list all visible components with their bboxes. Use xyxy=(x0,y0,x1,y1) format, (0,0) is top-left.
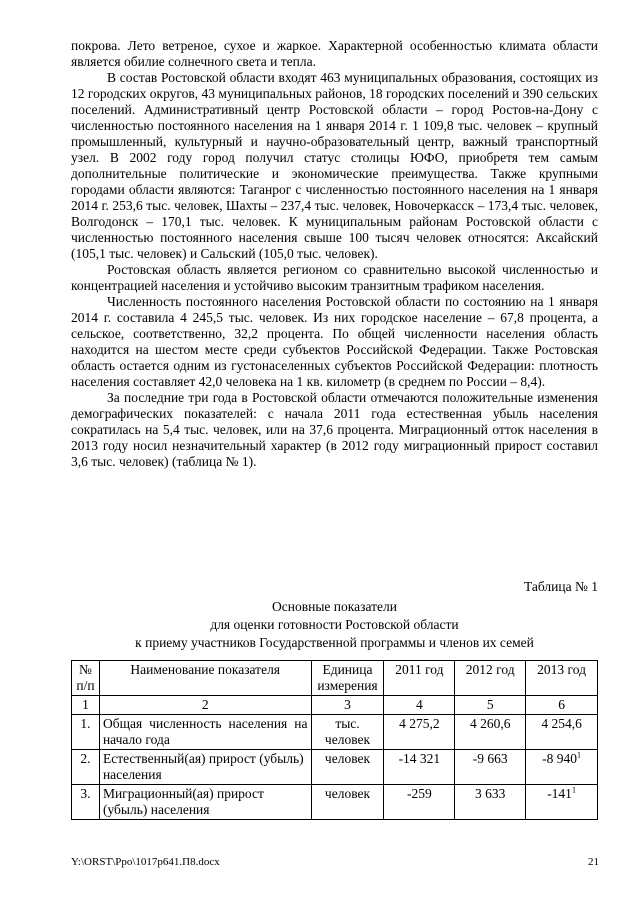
paragraph-5: За последние три года в Ростовской области отмечаются положительные изменения демографических показателей: с начала 2011 года естественная убыль населения сократилась на 5,4 тыс. человек, или на 37,6 процента. Миграционный отток населения в 2013 году носил незначительный характер (в 2012 году миграционный прирост составил 3,6 тыс. человек) (таблица № 1). xyxy=(71,390,598,469)
row-value-2013-cell xyxy=(526,750,598,785)
row-value-2012: -9 663 xyxy=(455,750,526,785)
paragraph-3: Ростовская область является регионом со сравнительно высокой численностью и концентрацией населения и устойчиво высоким транзитным трафиком населения. xyxy=(71,262,598,293)
row-name: Миграционный(ая) прирост (убыль) населения xyxy=(99,785,311,820)
row-value-2011: -259 xyxy=(384,785,455,820)
row-value-2012: 3 633 xyxy=(455,785,526,820)
caption-line-1: Основные показатели xyxy=(272,599,397,614)
paragraph-4: Численность постоянного населения Ростовской области по состоянию на 1 января 2014 г. составила 4 245,5 тыс. человек. Из них городское население – 67,8 процента, а сельское, соответственно, 32,2 процента. По общей численности населения область находится на шестом месте среди субъектов Российской Федерации. Также Ростовская область остается одним из густонаселенных субъектов Российской Федерации: плотность населения составляет 42,0 человека на 1 кв. километр (в среднем по России – 8,4). xyxy=(71,294,598,389)
row-unit: тыс. человек xyxy=(311,715,384,750)
document-body xyxy=(71,38,598,470)
caption-line-3: к приему участников Государственной программы и членов их семей xyxy=(135,635,534,650)
table-label: Таблица № 1 xyxy=(524,579,598,594)
col-number: 5 xyxy=(455,696,526,715)
col-number: 1 xyxy=(72,696,100,715)
header-num: № п/п xyxy=(72,661,100,696)
page-number: 21 xyxy=(588,856,599,868)
col-number: 2 xyxy=(99,696,311,715)
footnote-marker: 1 xyxy=(571,785,576,795)
table-row xyxy=(72,785,598,820)
paragraph-1: покрова. Лето ветреное, сухое и жаркое. Характерной особенностью климата области является обилие солнечного света и тепла. xyxy=(71,38,598,69)
table-row xyxy=(72,750,598,785)
table-caption xyxy=(71,598,598,652)
header-2011: 2011 год xyxy=(384,661,455,696)
row-name: Естественный(ая) прирост (убыль) населения xyxy=(99,750,311,785)
row-value-2013: 4 254,6 xyxy=(526,715,598,750)
row-value-2013: -8 940 xyxy=(542,751,577,766)
row-unit: человек xyxy=(311,785,384,820)
col-number: 3 xyxy=(311,696,384,715)
column-numbers-row xyxy=(72,696,598,715)
row-value-2013-cell xyxy=(526,785,598,820)
row-value-2011: -14 321 xyxy=(384,750,455,785)
header-name: Наименование показателя xyxy=(99,661,311,696)
row-unit: человек xyxy=(311,750,384,785)
row-num: 3. xyxy=(72,785,100,820)
paragraph-2: В состав Ростовской области входят 463 муниципальных образования, состоящих из 12 городских округов, 43 муниципальных районов, 18 городских поселений и 390 сельских поселений. Административный центр Ростовской области – город Ростов-на-Дону с численностью постоянного населения на 1 января 2014 г. 1 109,8 тыс. человек – крупный промышленный, культурный и научно-образовательный центр, важный транспортный узел. В 2002 году город получил статус столицы ЮФО, приобретя тем самым дополнительные политические и экономические преимущества. Также крупными городами области являются: Таганрог с численностью постоянного населения на 1 января 2014 г. 253,6 тыс. человек, Шахты – 237,4 тыс. человек, Новочеркасск – 173,4 тыс. человек, Волгодонск – 170,1 тыс. человек. К муниципальным районам Ростовской области с численностью постоянного населения свыше 100 тысяч человек относятся: Аксайский (105,1 тыс. человек) и Сальский (105,0 тыс. человек). xyxy=(71,70,598,261)
footer-file-path: Y:\ORST\Ppo\1017p641.П8.docx xyxy=(71,856,220,868)
col-number: 4 xyxy=(384,696,455,715)
row-value-2013: -141 xyxy=(547,786,572,801)
header-2012: 2012 год xyxy=(455,661,526,696)
footnote-marker: 1 xyxy=(577,750,581,760)
table-header-row xyxy=(72,661,598,696)
row-num: 2. xyxy=(72,750,100,785)
table-row xyxy=(72,715,598,750)
row-value-2012: 4 260,6 xyxy=(455,715,526,750)
row-name: Общая численность населения на начало года xyxy=(99,715,311,750)
row-num: 1. xyxy=(72,715,100,750)
indicators-table xyxy=(71,660,598,820)
header-2013: 2013 год xyxy=(526,661,598,696)
col-number: 6 xyxy=(526,696,598,715)
header-unit: Единица измерения xyxy=(311,661,384,696)
caption-line-2: для оценки готовности Ростовской области xyxy=(210,617,459,632)
row-value-2011: 4 275,2 xyxy=(384,715,455,750)
